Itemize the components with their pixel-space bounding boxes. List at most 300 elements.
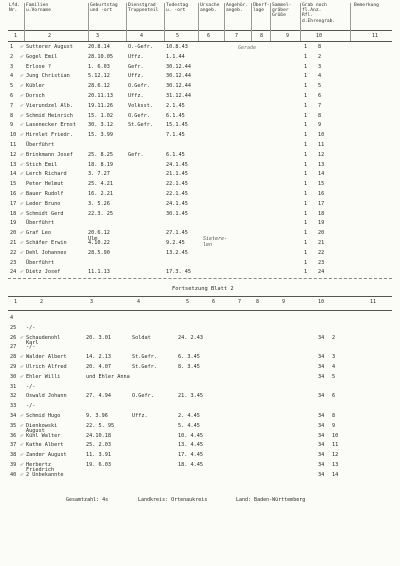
row-name: Dehl Johannes [26, 249, 67, 256]
check-mark: ✓ [20, 122, 24, 129]
row-grave: 1 [304, 259, 308, 266]
table-row [0, 241, 400, 250]
row-birth: 14. 2.13 [86, 354, 111, 361]
row-death: 31.12.44 [166, 93, 191, 99]
col-divider [224, 3, 225, 41]
row-number: 14 [10, 171, 17, 178]
row-birth: 20.8.14 [88, 44, 110, 50]
check-mark: ✓ [20, 53, 24, 60]
row-grave-no: 14 [318, 171, 325, 178]
row-name: Sutterer August [26, 44, 73, 50]
table-row [0, 404, 400, 413]
row-name: Jung Christian [26, 73, 70, 80]
row-grave: 34 [318, 462, 325, 468]
header-rule-2 [8, 296, 392, 297]
row-name: Hirnlet Friedr. [26, 132, 73, 139]
row-name: -/- [26, 344, 36, 351]
check-mark: ✓ [20, 422, 24, 429]
row-grave: 1 [304, 249, 308, 256]
row-grave-no: 6 [318, 93, 322, 99]
row-number: 21 [10, 240, 17, 246]
row-birth: 1. 6.03 [88, 63, 110, 70]
col-number: 8 [256, 299, 260, 305]
row-death: 24. 2.43 [178, 334, 203, 341]
row-grave-no: 24 [318, 269, 325, 276]
check-mark: ✓ [20, 83, 24, 90]
col-divider [350, 3, 351, 41]
footer-total: Gesamtzahl: 4s [66, 497, 109, 503]
row-birth: 19.11.26 [88, 102, 113, 109]
header-mass-grave: Sammel- gräber Größe [272, 3, 292, 19]
row-grave: 1 [304, 122, 308, 129]
col-number: 6 [212, 299, 216, 305]
row-name: 2 Unbekannte [26, 471, 64, 478]
table-row [0, 55, 400, 64]
table-row [0, 143, 400, 152]
row-grave-no: 4 [318, 73, 322, 80]
table-row [0, 123, 400, 132]
row-grave-no: 10 [318, 132, 325, 139]
table-row [0, 221, 400, 230]
row-grave: 1 [304, 93, 308, 99]
row-death: 13. 4.45 [178, 442, 203, 449]
row-grave: 1 [304, 53, 308, 60]
column-numbers-1 [0, 33, 400, 41]
row-birth: 18. 8.19 [88, 161, 113, 168]
header-relatives: Angehör. angeb. [226, 3, 249, 14]
col-number: 1 [14, 299, 18, 305]
row-grave-no: 2 [318, 53, 322, 60]
table-row [0, 251, 400, 260]
row-number: 12 [10, 151, 17, 158]
row-number: 13 [10, 161, 17, 168]
row-name: Dienkowski August [26, 422, 58, 435]
header-name: Familien u.Vorname [26, 3, 51, 14]
row-grave-no: 10 [332, 432, 339, 439]
row-death: 30.12.44 [166, 63, 191, 70]
col-number: 7 [238, 299, 242, 305]
row-death: 7.1.45 [166, 132, 185, 139]
row-birth: 25. 8.25 [88, 151, 113, 158]
col-number: 3 [96, 33, 100, 39]
row-birth: 20. 4.07 [86, 364, 111, 370]
row-rank: St.Gefr. [128, 122, 153, 129]
col-divider [270, 3, 271, 41]
header-transfer: Überf- lage [253, 3, 270, 14]
col-divider [300, 3, 301, 41]
row-death: 15.1.45 [166, 122, 188, 129]
row-number: 31 [10, 383, 17, 390]
row-grave-no: 7 [318, 102, 322, 109]
row-rank: Uffz. [128, 93, 144, 99]
row-grave: 1 [304, 210, 308, 217]
row-birth: 9. 3.96 [86, 413, 108, 419]
row-name: Schmid Hugo [26, 413, 61, 419]
col-number: 4 [140, 33, 144, 39]
row-name: Oswald Johann [26, 393, 67, 400]
col-number: 1 [14, 33, 18, 39]
row-grave-no: 5 [332, 373, 336, 380]
header-birth: Geburtstag und -ort [90, 3, 118, 14]
row-birth: 28.6.12 [88, 83, 110, 90]
row-death: 17. 4.45 [178, 452, 203, 459]
row-name: Ehler Willi [26, 373, 61, 380]
col-number: 10 [318, 299, 325, 305]
row-grave: 1 [304, 63, 308, 70]
header-grave: Grab noch fl.Anz. Rfl. d.Ehrengrab. [302, 3, 336, 24]
row-name: Erlose ? [26, 63, 51, 70]
check-mark: ✓ [20, 413, 24, 419]
row-grave: 1 [304, 191, 308, 197]
row-grave-no: 8 [332, 413, 336, 419]
row-rank: O.Gefr. [128, 83, 150, 90]
row-number: 2 [10, 53, 14, 60]
row-number: 17 [10, 200, 17, 207]
row-grave: 34 [318, 334, 325, 341]
check-mark: ✓ [20, 442, 24, 449]
table-row [0, 463, 400, 472]
col-number: 10 [316, 33, 323, 39]
table-row [0, 114, 400, 123]
row-grave-no: 21 [318, 240, 325, 246]
row-grave: 1 [304, 112, 308, 119]
check-mark: ✓ [20, 249, 24, 256]
row-death: 18. 4.45 [178, 462, 203, 468]
row-number: 10 [10, 132, 17, 139]
row-grave-no: 4 [332, 364, 336, 370]
row-grave: 34 [318, 442, 325, 449]
row-birth: 24.10.18 [86, 432, 111, 439]
row-grave: 1 [304, 220, 308, 227]
footer-district: Landkreis: Ortenaukreis [138, 497, 208, 503]
row-birth: 30. 3.12 [88, 122, 113, 129]
row-grave-no: 9 [318, 122, 322, 129]
row-name: Peter Helmut [26, 181, 64, 188]
row-birth: 20.11.13 [88, 93, 113, 99]
row-name: Stich Emil [26, 161, 58, 168]
header-rule [8, 30, 392, 31]
table-row [0, 65, 400, 74]
row-grave: 34 [318, 432, 325, 439]
row-rank: Volksst. [128, 102, 153, 109]
col-divider [24, 3, 25, 41]
row-number: 29 [10, 364, 17, 370]
row-number: 18 [10, 210, 17, 217]
row-death: 2.1.45 [166, 102, 185, 109]
row-number: 37 [10, 442, 17, 449]
row-name: -/- [26, 324, 36, 331]
table-row [0, 45, 400, 54]
row-death: 17.3. 45 [166, 269, 191, 276]
row-name: Lasenecker Ernst [26, 122, 76, 129]
col-divider [88, 3, 89, 41]
row-grave-no: 11 [332, 442, 339, 449]
row-grave: 1 [304, 181, 308, 188]
row-birth: 20. 3.01 [86, 334, 111, 341]
table-row [0, 345, 400, 354]
row-number: 33 [10, 403, 17, 410]
row-grave: 1 [304, 269, 308, 276]
table-row [0, 434, 400, 443]
row-grave-no: 2 [332, 334, 336, 341]
row-grave: 1 [304, 240, 308, 246]
row-rank: O.-Gefr. [128, 44, 153, 50]
check-mark: ✓ [20, 171, 24, 178]
col-number: 5 [186, 299, 190, 305]
row-name: Walder Albert [26, 354, 67, 361]
table-row [0, 473, 400, 482]
row-name: Schmidt Gerd [26, 210, 64, 217]
row-grave-no: 14 [332, 471, 339, 478]
row-rank: Uffz. [132, 413, 148, 419]
row-grave: 34 [318, 364, 325, 370]
row-number: 28 [10, 354, 17, 361]
header-lfd-nr: Lfd. Nr. [9, 3, 21, 14]
table-row [0, 231, 400, 240]
row-death: 5. 4.45 [178, 422, 200, 429]
row-grave-no: 16 [318, 191, 325, 197]
row-name: Kühl Walter [26, 432, 61, 439]
row-number: 4 [10, 315, 14, 321]
row-birth: 11. 3.91 [86, 452, 111, 459]
check-mark: ✓ [20, 132, 24, 139]
row-grave-no: 3 [332, 354, 336, 361]
row-grave-no: 13 [332, 462, 339, 468]
col-divider [126, 3, 127, 41]
check-mark: ✓ [20, 269, 24, 276]
table-row [0, 326, 400, 335]
row-death: 22.1.45 [166, 181, 188, 188]
row-birth: 5.12.12 [88, 73, 110, 80]
row-number: 3 [10, 63, 14, 70]
table-row [0, 316, 400, 325]
row-death: 30.12.44 [166, 73, 191, 80]
row-number: 1 [10, 44, 14, 50]
header-remarks: Bemerkung [354, 3, 379, 8]
col-divider [251, 3, 252, 41]
row-name: Überführt [26, 259, 55, 266]
row-grave-no: 11 [318, 142, 325, 148]
row-birth: 22. 5. 95 [86, 422, 115, 429]
row-name: Brinkmann Josef [26, 151, 73, 158]
check-mark: ✓ [20, 334, 24, 341]
row-grave-no: 22 [318, 249, 325, 256]
row-birth: 25. 4.21 [88, 181, 113, 188]
row-death: 1.1.44 [166, 53, 185, 60]
row-number: 36 [10, 432, 17, 439]
row-birth: 19. 6.03 [86, 462, 111, 468]
column-numbers-2 [0, 299, 400, 307]
row-name: Überführt [26, 142, 55, 148]
row-death: 10.8.43 [166, 44, 188, 50]
row-birth: 11.1.13 [88, 269, 110, 276]
check-mark: ✓ [20, 240, 24, 246]
check-mark: ✓ [20, 44, 24, 50]
row-grave: 1 [304, 132, 308, 139]
table-row [0, 84, 400, 93]
row-name: Überführt [26, 220, 55, 227]
row-name: Lerch Richard [26, 171, 67, 178]
row-rank: Gefr. [128, 63, 144, 70]
row-grave-no: 3 [318, 63, 322, 70]
row-name: Schaudenohl Karl [26, 334, 61, 346]
row-rank: Uffz. [128, 73, 144, 80]
col-number: 9 [286, 33, 290, 39]
row-grave: 34 [318, 422, 325, 429]
row-birth: 15. 1.02 [88, 112, 113, 119]
row-name: Vierundzel Alb. [26, 102, 73, 109]
row-number: 27 [10, 344, 17, 351]
table-row [0, 394, 400, 403]
table-row [0, 336, 400, 345]
check-mark: ✓ [20, 161, 24, 168]
check-mark: ✓ [20, 210, 24, 217]
row-number: 32 [10, 393, 17, 400]
check-mark: ✓ [20, 471, 24, 478]
row-grave-no: 9 [332, 422, 336, 429]
row-grave-no: 17 [318, 200, 325, 207]
check-mark: ✓ [20, 373, 24, 380]
table-row [0, 153, 400, 162]
row-rank: St.Gefr. [132, 364, 157, 370]
row-number: 19 [10, 220, 17, 227]
table-row [0, 365, 400, 374]
check-mark: ✓ [20, 200, 24, 207]
check-mark: ✓ [20, 230, 24, 237]
row-grave: 1 [304, 171, 308, 178]
row-name: Schäfer Erwin [26, 240, 67, 246]
row-rank: St.Gefr. [132, 354, 157, 361]
row-rank: O.Gefr. [132, 393, 154, 400]
row-name: Schmid Heinrich [26, 112, 73, 119]
row-grave: 1 [304, 44, 308, 50]
col-number: 5 [176, 33, 180, 39]
row-rank: Uffz. [128, 53, 144, 60]
row-grave: 1 [304, 73, 308, 80]
row-name: Bauer Rudolf [26, 191, 64, 197]
stamp-note: Gerade [238, 45, 257, 51]
col-number: 6 [207, 33, 211, 39]
row-number: 4 [10, 73, 14, 80]
check-mark: ✓ [20, 93, 24, 99]
header-death: Todestag u. -ort [166, 3, 189, 14]
check-mark: ✓ [20, 452, 24, 459]
row-number: 24 [10, 269, 17, 276]
footer-state: Land: Baden-Württemberg [236, 497, 306, 503]
row-name: Graf Leo [26, 230, 51, 237]
row-grave: 1 [304, 161, 308, 168]
row-number: 34 [10, 413, 17, 419]
row-grave-no: 12 [332, 452, 339, 459]
table-row [0, 212, 400, 221]
table-row [0, 133, 400, 142]
check-mark: ✓ [20, 462, 24, 468]
row-grave-no: 18 [318, 210, 325, 217]
row-birth: 4.10.22 [88, 240, 110, 246]
row-grave-no: 20 [318, 230, 325, 237]
row-number: 23 [10, 259, 17, 266]
row-death: 6. 3.45 [178, 354, 200, 361]
row-grave: 1 [304, 102, 308, 109]
row-death: 10. 4.45 [178, 432, 203, 439]
row-number: 26 [10, 334, 17, 341]
row-number: 11 [10, 142, 17, 148]
row-grave: 34 [318, 354, 325, 361]
row-grave: 1 [304, 83, 308, 90]
row-grave-no: 8 [318, 44, 322, 50]
row-name: -/- [26, 383, 36, 390]
header-cause: Ursache angeb. [200, 3, 220, 14]
row-birth: 25. 2.03 [86, 442, 111, 449]
table-row [0, 202, 400, 211]
col-divider [198, 3, 199, 41]
row-number: 15 [10, 181, 17, 188]
row-name: Zander August [26, 452, 67, 459]
row-number: 8 [10, 112, 14, 119]
row-grave-no: 6 [332, 393, 336, 400]
row-name: -/- [26, 403, 36, 410]
row-number: 7 [10, 102, 14, 109]
row-number: 39 [10, 462, 17, 468]
row-grave-no: 15 [318, 181, 325, 188]
row-grave-no: 8 [318, 112, 322, 119]
table-row [0, 355, 400, 364]
row-grave: 34 [318, 373, 325, 380]
row-grave: 1 [304, 142, 308, 148]
row-grave: 1 [304, 200, 308, 207]
col-number: 11 [370, 299, 377, 305]
row-birth: 27. 4.94 [86, 393, 111, 400]
row-death: 6.1.45 [166, 112, 185, 119]
table-row [0, 443, 400, 452]
row-death: 27.1.45 [166, 230, 188, 237]
row-number: 5 [10, 83, 14, 90]
check-mark: ✓ [20, 432, 24, 439]
numbers-rule [8, 41, 392, 42]
table-row [0, 163, 400, 172]
table-row [0, 453, 400, 462]
table-row [0, 94, 400, 103]
row-name: Kübler [26, 83, 45, 90]
table-row [0, 261, 400, 270]
row-grave-no: 13 [318, 161, 325, 168]
col-number: 2 [48, 33, 52, 39]
table-header [0, 3, 400, 30]
row-death: 22.1.45 [166, 191, 188, 197]
table-row [0, 182, 400, 191]
numbers-rule-2 [8, 310, 392, 311]
row-grave: 1 [304, 230, 308, 237]
row-grave-no: 19 [318, 220, 325, 227]
check-mark: ✓ [20, 354, 24, 361]
row-grave-no: 5 [318, 83, 322, 90]
row-number: 30 [10, 373, 17, 380]
row-death: 21.1.45 [166, 171, 188, 178]
check-mark: ✓ [20, 102, 24, 109]
table-row [0, 385, 400, 394]
row-number: 20 [10, 230, 17, 237]
check-mark: ✓ [20, 73, 24, 80]
header-rank: Dienstgrad Truppenteil [128, 3, 159, 14]
row-grave: 34 [318, 413, 325, 419]
row-number: 38 [10, 452, 17, 459]
row-number: 22 [10, 249, 17, 256]
row-number: 6 [10, 93, 14, 99]
check-mark: ✓ [20, 112, 24, 119]
check-mark: ✓ [20, 151, 24, 158]
row-rank: Soldat [132, 334, 151, 341]
side-note: Sietere- len [203, 236, 228, 248]
